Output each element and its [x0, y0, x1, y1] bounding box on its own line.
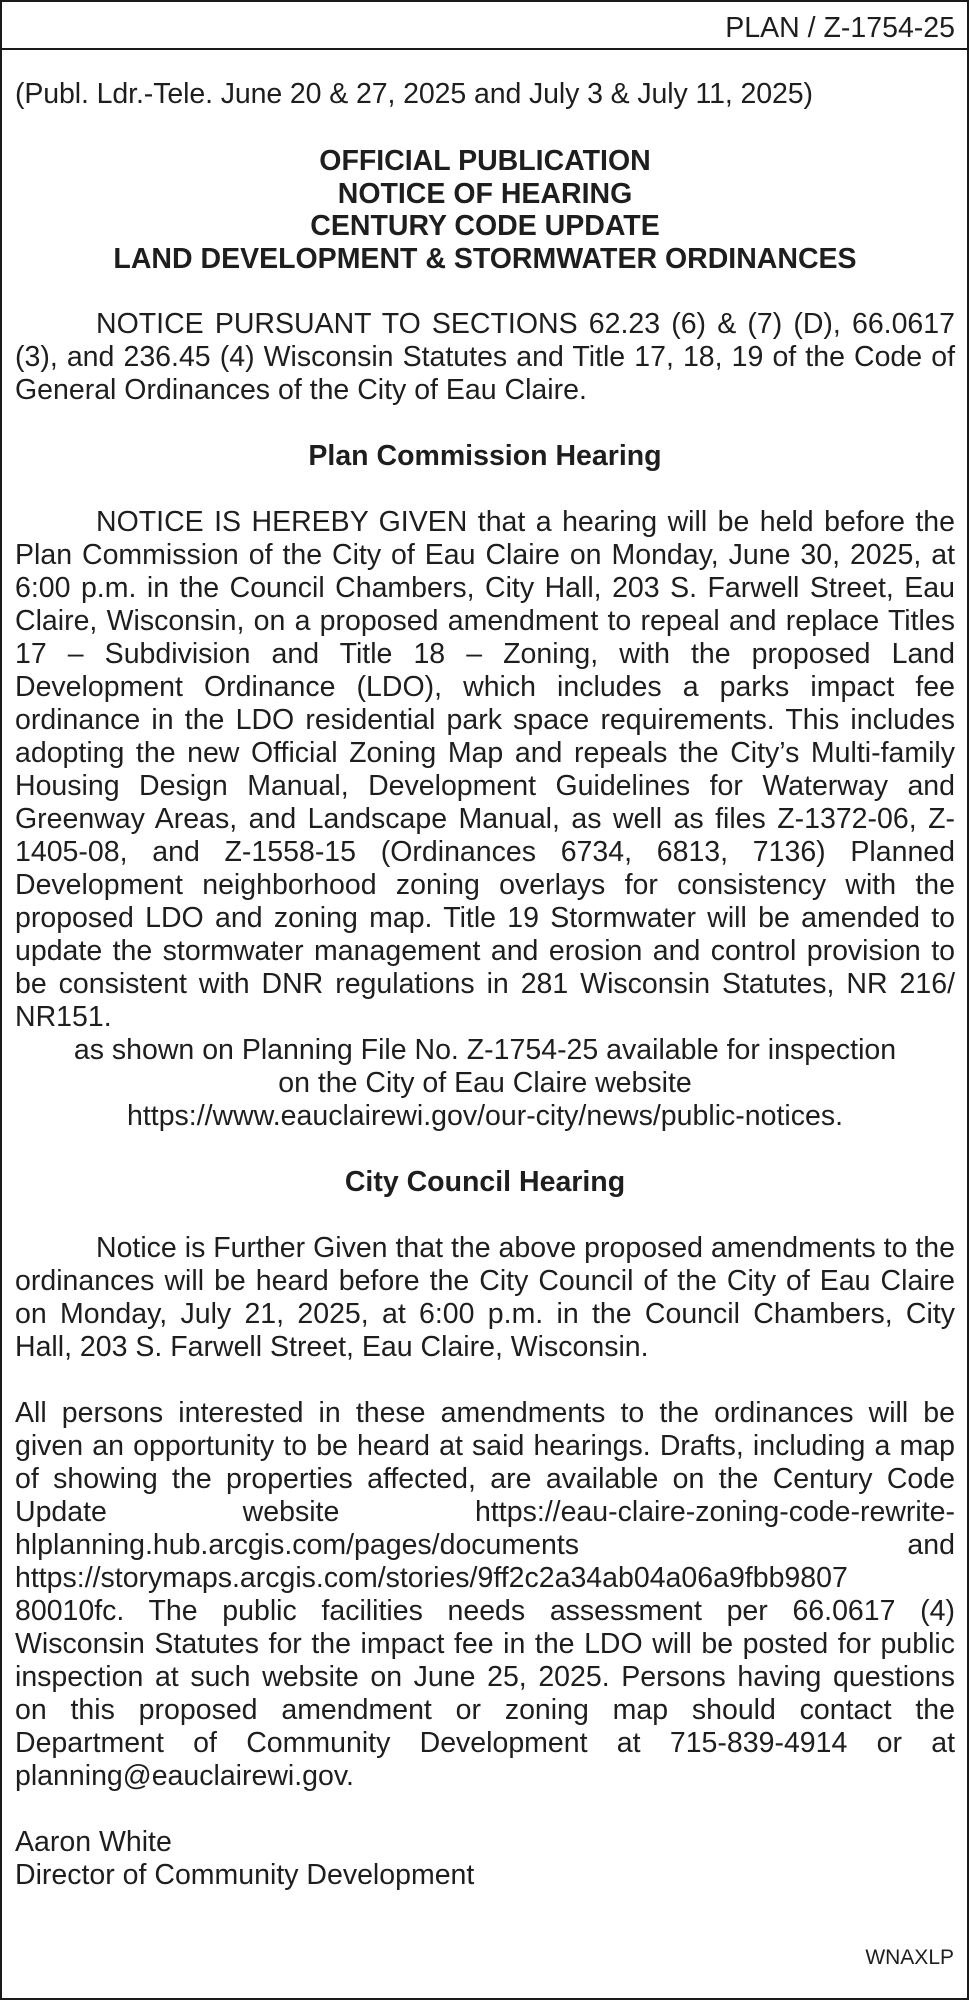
closing-paragraph: All persons interested in these amendments to the ordinances will be given an opportunity to be heard at said hearings. Drafts, including a map of showing the properties affected, are available on the Century Code Update website https://eau-claire-zoning-code-​rewrite-hlplanning.hub.arcgis.com/pages/documents and https://storymaps.arcgis.com/stories/9ff2c2a34ab04a06a9fbb9807​80010fc. The public facilities needs assessment per 66.0617 (4) Wisconsin Statutes for the impact fee in the LDO will be posted for public inspection at such website on June 25, 2025. Persons having questions on this proposed amendment or zoning map should contact the Department of Community Development at 715-839-​4914 or at planning@eauclairewi.gov.: [15, 1397, 955, 1792]
public-notices-url: https://www.eauclairewi.gov/our-city/news/public-notices.: [127, 1100, 843, 1132]
city-council-paragraph: Notice is Further Given that the above proposed amendments to the ordinances will be heard before the City Council of the City of Eau Claire on Monday, July 21, 2025, at 6:00 p.m. in the Council Chambers, City Hall, 203 S. Farwell Street, Eau Claire, Wisconsin.: [15, 1232, 955, 1363]
signer-name: Aaron White: [15, 1826, 172, 1858]
title-line-ordinances: LAND DEVELOPMENT & STORMWATER ORDINANCES: [113, 242, 857, 275]
title-line-official-publication: OFFICIAL PUBLICATION: [319, 145, 651, 177]
intro-paragraph: NOTICE PURSUANT TO SECTIONS 62.23 (6) & (7) (D), 66.0617 (3), and 236.45 (4) Wisconsin Statutes and Title 17, 18, 19 of the Code of General Ordinances of the City of Eau Claire.: [15, 308, 955, 406]
notice-title: [15, 145, 955, 275]
city-council-heading: City Council Hearing: [344, 1166, 626, 1198]
title-line-century-code-update: CENTURY CODE UPDATE: [310, 210, 660, 242]
planning-file-website-line: on the City of Eau Claire website: [278, 1067, 692, 1099]
header-divider: [2, 48, 967, 50]
footer-code: WNAXLP: [865, 1946, 954, 1969]
publication-line: (Publ. Ldr.-Tele. June 20 & 27, 2025 and July 3 & July 11, 2025): [15, 78, 813, 110]
signer-title: Director of Community Development: [15, 1859, 475, 1891]
plan-commission-heading: Plan Commission Hearing: [308, 440, 662, 472]
planning-file-line: as shown on Planning File No. Z-1754-25 available for inspection: [73, 1034, 897, 1066]
file-number: PLAN / Z-1754-25: [725, 12, 955, 44]
plan-commission-paragraph: NOTICE IS HEREBY GIVEN that a hearing will be held before the Plan Commission of the City of Eau Claire on Monday, June 30, 2025, at 6:00 p.m. in the Council Chambers, City Hall, 203 S. Farwell Street, Eau Claire, Wisconsin, on a proposed amendment to repeal and replace Titles 17 – Subdivision and Title 18 – Zoning, with the proposed Land Development Ordinance (LDO), which includes a parks impact fee ordinance in the LDO residential park space requirements. This includes adopting the new Official Zoning Map and repeals the City’s Multi-family Housing Design Manual, Development Guidelines for Waterway and Greenway Areas, and Landscape Manual, as well as files Z-1372-06, Z-1405-08, and Z-1558-15 (Ordinances 6734, 6813, 7136) Planned Development neighborhood zoning overlays for consistency with the proposed LDO and zoning map. Title 19 Stormwater will be amended to update the stormwater management and erosion and control provision to be consistent with DNR regulations in 281 Wisconsin Statutes, NR 216/ NR151.: [15, 506, 955, 1033]
signature-block: [15, 1826, 955, 1892]
title-line-notice-of-hearing: NOTICE OF HEARING: [337, 177, 633, 210]
